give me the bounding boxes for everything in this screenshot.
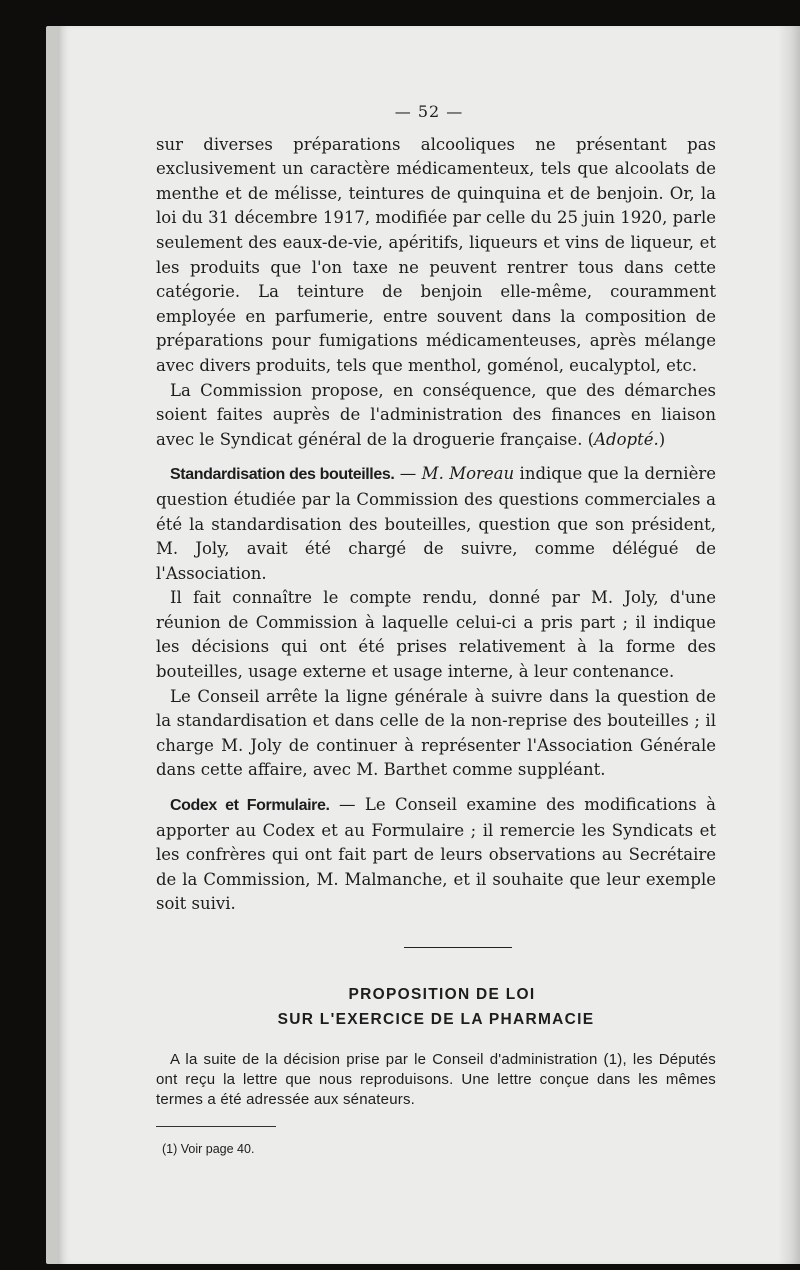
section-heading-bottles: Standardisation des bouteilles. [170,466,395,484]
page-content [156,100,716,1162]
paragraph-intro-letter: A la suite de la décision prise par le Conseil d'administration (1), les Députés ont reçu la lettre que nous reproduisons. Une lettre conçue dans les mêmes termes a été adressée aux sénateurs. [156,1051,716,1108]
paragraph-alcohol-preparations: sur diverses préparations alcooliques ne présentant pas exclusivement un caractère médicamenteux, tels que alcoolats de menthe et de mélisse, teintures de quinquina et de benjoin. Or, la loi du 31 décembre 1917, modifiée par celle du 25 juin 1920, parle seulement des eaux-de-vie, apéritifs, liqueurs et vins de liqueur, et les produits que l'on taxe ne peuvent rentrer tous dans cette catégorie. La teinture de benjoin elle-même, couramment employée en parfumerie, entre souvent dans la composition de préparations pour fumigations médicamenteuses, après mélange avec divers produits, tels que menthol, goménol, eucalyptol, etc. [156,134,717,375]
page-number: — 52 — [394,102,464,121]
paragraph-commission-proposal [156,379,716,453]
paragraph-council-decision: Le Conseil arrête la ligne générale à suivre dans la question de la standardisation et dans celle de la non-reprise des bouteilles ; il charge M. Joly de continuer à représenter l'Association Générale dans cette affaire, avec M. Barthet comme suppléant. [156,686,716,780]
section-divider [404,947,512,948]
paragraph-bottle-standardisation [156,462,716,586]
paragraph-joly-report: Il fait connaître le compte rendu, donné par M. Joly, d'une réunion de Commission à laquelle celui-ci a pris part ; il indique les décisions qui ont été prises relativement à la forme des bouteilles, usage externe et usage interne, à leur contenance. [156,588,716,682]
proposal-text: La Commission propose, en conséquence, que des démarches soient faites auprès de l'administration des finances en liaison avec le Syndicat général de la droguerie française. ( [156,380,716,449]
footnote: (1) Voir page 40. [162,1142,255,1156]
heading-dash: — [394,464,422,484]
footnote-rule [156,1126,276,1127]
section-heading-codex: Codex et Formulaire. [170,797,330,815]
section-title-line2: SUR L'EXERCICE DE LA PHARMACIE [277,1011,595,1028]
codex-text: — Le Conseil examine des modifications à apporter au Codex et au Formulaire ; il remercie les Syndicats et les confrères qui ont fait part de leurs observations au Secrétaire de la Commission, M. Malmanche, et il souhaite que leur exemple soit suivi. [156,795,716,914]
speaker-name: M. Moreau [421,464,515,484]
section-title-line1: PROPOSITION DE LOI [348,986,536,1003]
adopted-label: Adopté. [594,429,659,449]
page-fold-shadow [778,26,800,1264]
paragraph-codex [156,793,716,917]
bottles-text: indique que la dernière question étudiée par la Commission des questions commerciales a été la standardisation des bouteilles, question que son président, M. Joly, avait été chargé de suivre, comme délégué de l'Association. [156,464,717,583]
proposal-close: ) [658,429,666,449]
